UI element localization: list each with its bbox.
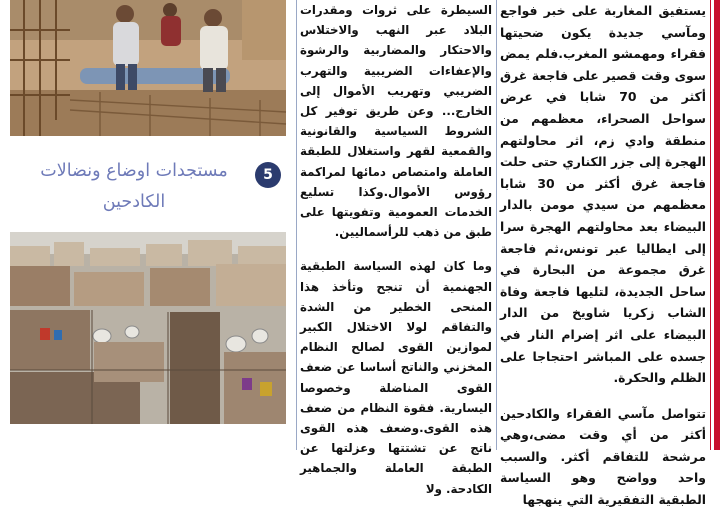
column-divider xyxy=(496,0,497,450)
red-border xyxy=(714,0,720,450)
article-column-right xyxy=(500,0,706,508)
slum-rooftops-photo xyxy=(10,232,286,424)
column-divider xyxy=(296,0,297,450)
section-number-badge: 5 xyxy=(255,162,281,188)
article-paragraph: يستفيق المغاربة على خبر فواجع ومآسي جديدة يكون ضحيتها فقراء ومهمشو المغرب.فلم يمض سوى وقت قصير على فاجعة غرق أكثر من 70 شابا في عرض سواحل الصحراء، معظمهم من منطقة وادي زم، اثر محاولتهم الهجرة إلى جزر الكناري حتى حلت فاجعة غرق أكثر من 30 شابا معظمهم من سيدي مومن بالدار البيضاء بعد محاولتهم الهجرة سرا إلى ايطاليا عبر تونس،ثم فاجعة غرق مجموعة من البحارة في ساحل الجديدة، لتليها فاجعة وفاة الشاب زكريا شاويخ من الدار البيضاء على اثر إضرام النار في جسده على المباشر احتجاجا على الظلم والحكرة. xyxy=(500,3,706,386)
red-border-inner xyxy=(710,0,711,450)
article-column-middle xyxy=(300,0,492,496)
article-paragraph: وما كان لهذه السياسة الطبقية الجهنمية أن تنجح وتأخذ هذا المنحى الخطير من الشدة والتفاقم لولا الاختلال الكبير لموازين القوى لصالح النظام المخزني والناتج أساسا عن ضعف القوى المناضلة وخصوصا اليسارية. فقوة النظام من ضعف هذه القوى.وضعف هذه القوى ناتج عن تشتتها وعزلتها عن الطبقة العاملة والجماهير الكادحة. ولا xyxy=(300,259,492,496)
article-paragraph: السيطرة على ثروات ومقدرات البلاد عبر النهب والاختلاس والاحتكار والمضاربية والرشوة والإعفاءات الضريبية والتهرب الضريبي وتهريب الأموال إلى الخارج... وعن طريق توفير كل الشروط السياسية والقانونية والقمعية لقهر واستغلال للطبقة العاملة وامتصاص دمائها لمراكمة رؤوس الأموال.وكذا تسليع الخدمات العمومية وتفويتها على طبق من ذهب للرأسماليين. xyxy=(300,3,492,240)
section-title: مستجدات اوضاع ونضالات الكادحين xyxy=(40,161,228,212)
construction-workers-photo xyxy=(10,0,286,136)
article-paragraph: تتواصل مآسي الفقراء والكادحين أكثر من أي وقت مضى،وهي مرشحة للتفاقم أكثر. والسبب واحد وواضح وهو السياسة الطبقية التفقيرية التي ينهجها xyxy=(500,405,706,508)
